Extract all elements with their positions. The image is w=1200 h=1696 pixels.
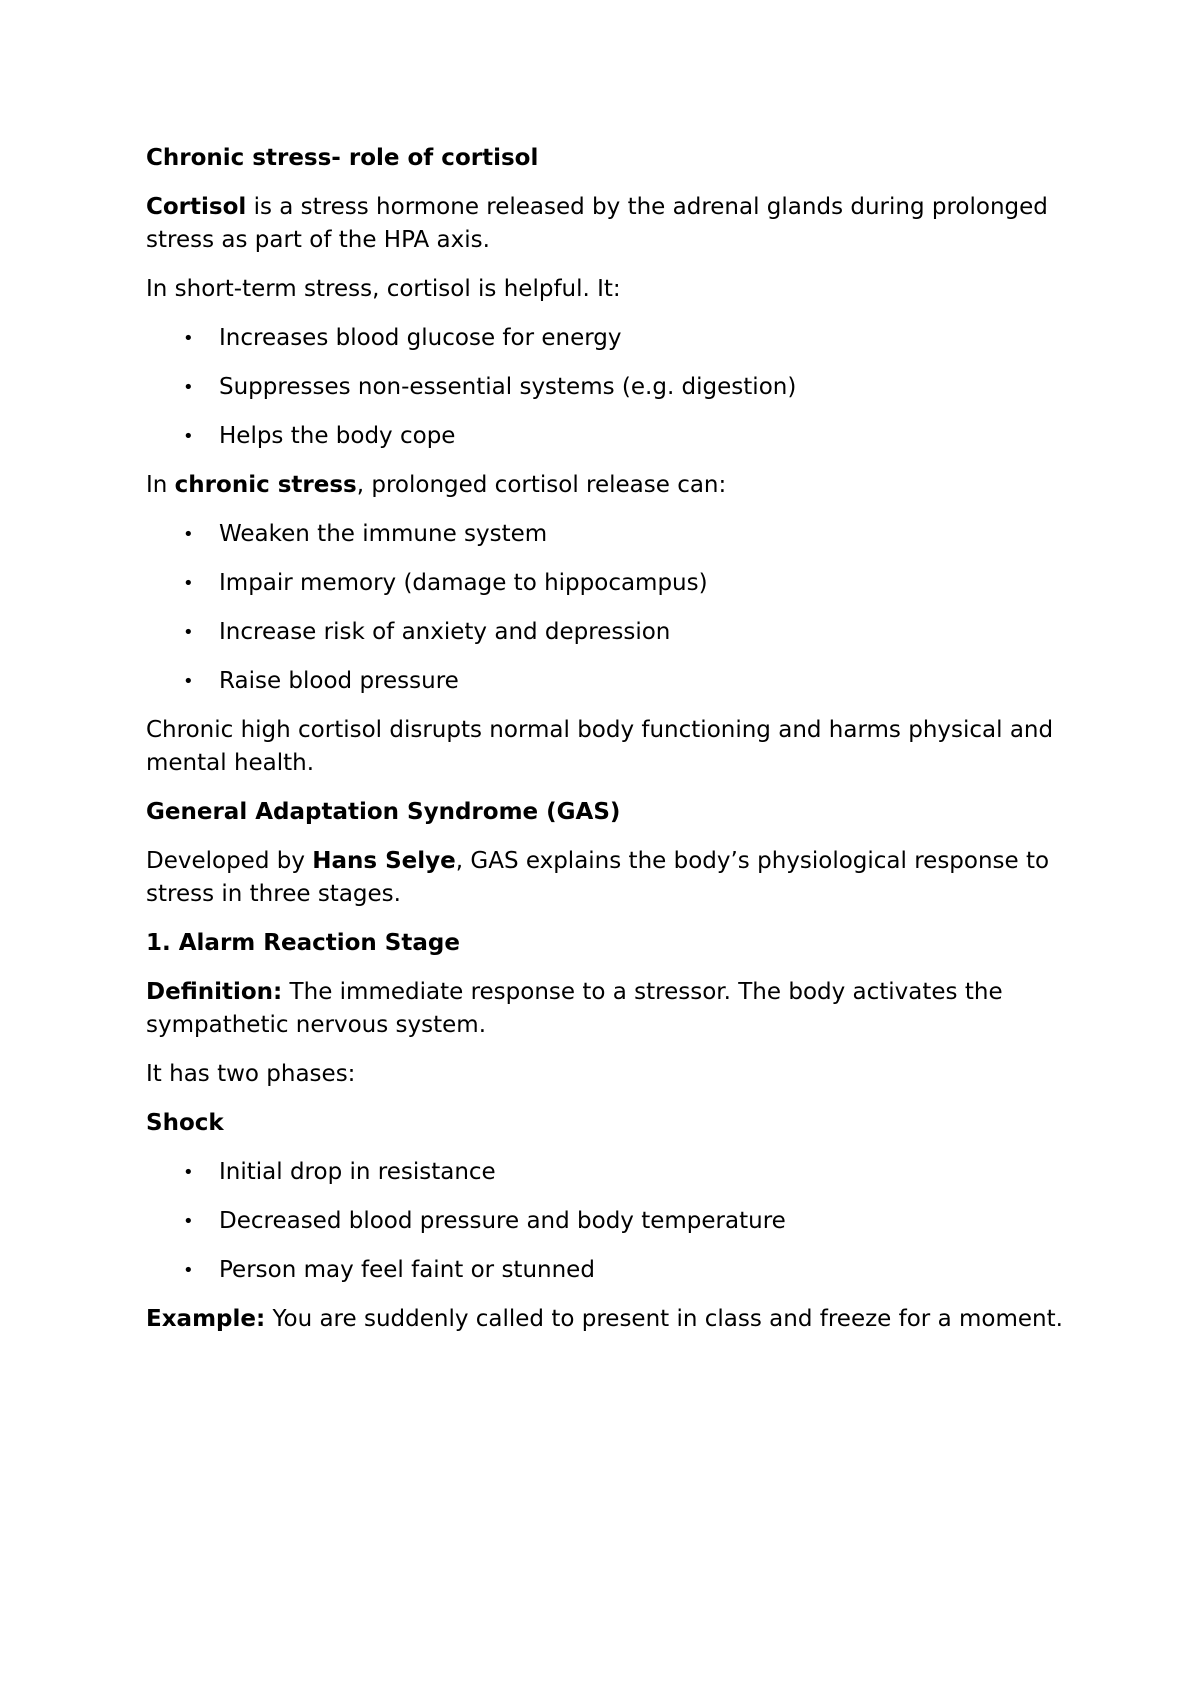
example-label: Example:	[146, 1306, 266, 1332]
list-item	[146, 665, 1066, 698]
list-item	[146, 1254, 1066, 1287]
short-term-intro: In short-term stress, cortisol is helpful. It:	[146, 276, 621, 302]
chronic-intro-pre: In	[146, 472, 175, 498]
list-item	[146, 420, 1066, 453]
list-item	[146, 1205, 1066, 1238]
definition-text: The immediate response to a stressor. The body activates the sympathetic nervous system.	[146, 979, 1003, 1038]
list-item-text: Helps the body cope	[219, 423, 456, 449]
shock-list	[146, 1156, 1066, 1287]
list-item	[146, 567, 1066, 600]
document-page	[146, 142, 1066, 1352]
list-item-text: Weaken the immune system	[219, 521, 548, 547]
bullet-icon: •	[183, 426, 194, 447]
shock-heading: Shock	[146, 1110, 224, 1136]
list-item-text: Initial drop in resistance	[219, 1159, 496, 1185]
list-item-text: Suppresses non-essential systems (e.g. digestion)	[219, 374, 797, 400]
bullet-icon: •	[183, 573, 194, 594]
list-item	[146, 616, 1066, 649]
list-item-text: Impair memory (damage to hippocampus)	[219, 570, 708, 596]
chronic-list	[146, 518, 1066, 698]
list-item-text: Raise blood pressure	[219, 668, 459, 694]
bullet-icon: •	[183, 1162, 194, 1183]
cortisol-intro-text: is a stress hormone released by the adrenal glands during prolonged stress as part of the HPA axis.	[146, 194, 1048, 253]
short-term-list	[146, 322, 1066, 453]
chronic-intro	[146, 469, 1066, 502]
hans-selye-name: Hans Selye	[312, 848, 456, 874]
cortisol-term: Cortisol	[146, 194, 247, 220]
list-item	[146, 322, 1066, 355]
gas-intro-post: , GAS explains the body’s physiological response to stress in three stages.	[146, 848, 1050, 907]
definition	[146, 976, 1066, 1042]
gas-intro	[146, 845, 1066, 911]
gas-heading: General Adaptation Syndrome (GAS)	[146, 799, 621, 825]
list-item	[146, 1156, 1066, 1189]
bullet-icon: •	[183, 377, 194, 398]
chronic-intro-post: , prolonged cortisol release can:	[356, 472, 727, 498]
list-item	[146, 518, 1066, 551]
list-item-text: Decreased blood pressure and body temperature	[219, 1208, 786, 1234]
definition-label: Definition:	[146, 979, 283, 1005]
bullet-icon: •	[183, 671, 194, 692]
cortisol-intro	[146, 191, 1066, 257]
chronic-stress-term: chronic stress	[174, 472, 357, 498]
gas-intro-pre: Developed by	[146, 848, 313, 874]
example	[146, 1303, 1066, 1336]
bullet-icon: •	[183, 1260, 194, 1281]
alarm-heading: 1. Alarm Reaction Stage	[146, 930, 460, 956]
example-text: You are suddenly called to present in class and freeze for a moment.	[265, 1306, 1063, 1332]
list-item	[146, 371, 1066, 404]
bullet-icon: •	[183, 622, 194, 643]
bullet-icon: •	[183, 1211, 194, 1232]
bullet-icon: •	[183, 328, 194, 349]
list-item-text: Increase risk of anxiety and depression	[219, 619, 671, 645]
page-title: Chronic stress- role of cortisol	[146, 145, 539, 171]
list-item-text: Increases blood glucose for energy	[219, 325, 622, 351]
phases-intro: It has two phases:	[146, 1061, 356, 1087]
bullet-icon: •	[183, 524, 194, 545]
chronic-summary: Chronic high cortisol disrupts normal body functioning and harms physical and mental health.	[146, 717, 1054, 776]
list-item-text: Person may feel faint or stunned	[219, 1257, 595, 1283]
